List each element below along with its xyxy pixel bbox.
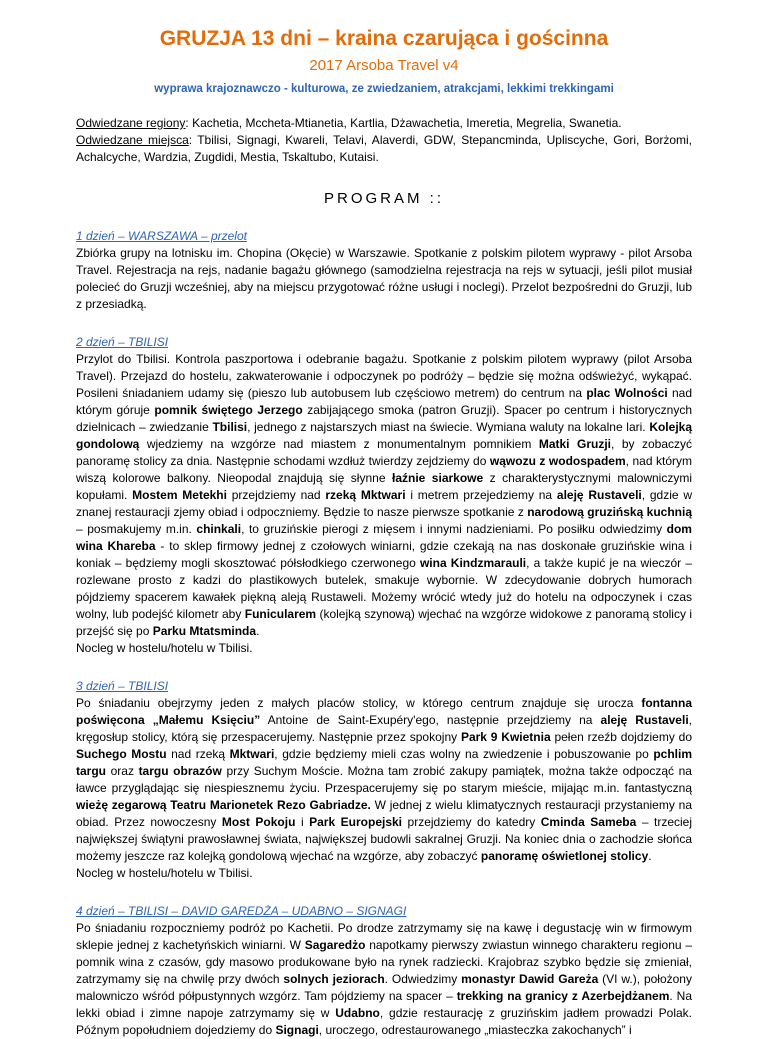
body-text: Zbiórka grupy na lotnisku im. Chopina (Okęcie) w Warszawie. Spotkanie z polskim pilotem wyprawy - pilot Arsoba Travel. Rejestracja na rejs, nadanie bagażu głównego (samodzielna rejestracja na rejs w sytuacji, jeśli pilot musiał polecieć do Gruzji wcześniej, aby na miejscu przygotować różne usługi i noclegi). Przelot bezpośredni do Gruzji, lub z przesiadką. bbox=[76, 246, 692, 311]
body-text: i bbox=[295, 815, 310, 829]
day-section bbox=[76, 678, 692, 882]
body-text: , kręgosłup stolicy, którą się przespacerujemy. Następnie przez spokojny bbox=[76, 713, 692, 744]
body-text: – posmakujemy m.in. bbox=[76, 522, 197, 536]
places-line bbox=[76, 132, 692, 166]
body-text: , jednego z najstarszych miast na świecie. Wymiana waluty na lokalne lari. bbox=[247, 420, 650, 434]
highlight-text: Park 9 Kwietnia bbox=[460, 730, 551, 744]
day-body bbox=[76, 920, 692, 1039]
body-text: nad rzeką bbox=[166, 747, 230, 761]
day-heading: 1 dzień – WARSZAWA – przelot bbox=[76, 229, 247, 243]
day-section bbox=[76, 334, 692, 657]
highlight-text: dom wina Khareba bbox=[76, 522, 692, 553]
body-text: Przylot do Tbilisi. Kontrola paszportowa i odebranie bagażu. Spotkanie z polskim pilotem wyprawy (pilot Arsoba Travel). Przejazd do hostelu, zakwaterowanie i odpoczynek po podróży – będzie się można odświeżyć, wykąpać. Posileni śniadaniem udamy się (pieszo lub autobusem lub częściowo metrem) do centrum na bbox=[76, 352, 692, 400]
highlight-text: wieżę zegarową Teatru Marionetek Rezo Gabriadze. bbox=[76, 798, 371, 812]
body-text: W jednej z wielu klimatycznych restauracji przystaniemy na obiad. Przez nowoczesny bbox=[76, 798, 692, 829]
highlight-text: panoramę oświetlonej stolicy bbox=[480, 849, 649, 863]
regions-line bbox=[76, 115, 692, 132]
highlight-text: wina Kindzmarauli bbox=[419, 556, 527, 570]
highlight-text: Funicularem bbox=[244, 607, 317, 621]
overnight-note: Nocleg w hostelu/hotelu w Tbilisi. bbox=[76, 641, 253, 655]
highlight-text: targu obrazów bbox=[138, 764, 222, 778]
highlight-text: Sagaredżo bbox=[304, 938, 366, 952]
body-text: przejdziemy nad bbox=[226, 488, 326, 502]
highlight-text: pchlim targu bbox=[76, 747, 692, 778]
highlight-text: aleję Rustaveli bbox=[556, 488, 642, 502]
highlight-text: solnych jeziorach bbox=[283, 972, 385, 986]
highlight-text: Parku Mtatsminda bbox=[152, 624, 257, 638]
body-text: – trzeciej największej świątyni prawosławnej świata, największej budowli sakralnej Gruzji. Na koniec dnia o zachodzie słońca możemy jeszcze raz kolejką gondolową wjechać na wzgórze, aby zobaczyć bbox=[76, 815, 693, 863]
day-body bbox=[76, 695, 692, 865]
highlight-text: łaźnie siarkowe bbox=[391, 471, 484, 485]
body-text: Po śniadaniu obejrzymy jeden z małych placów stolicy, w którego centrum znajduje się urocza bbox=[76, 696, 642, 710]
highlight-text: pomnik świętego Jerzego bbox=[154, 403, 303, 417]
places-text: : Tbilisi, Signagi, Kwareli, Telavi, Alaverdi, GDW, Stepancminda, Upliscyche, Gori, Borżomi, Achalcyche, Wardzia, Zugdidi, Mestia, Tskaltubo, Kutaisi. bbox=[76, 133, 693, 164]
body-text: , uroczego, odrestaurowanego „miasteczka zakochanych” i bbox=[318, 1023, 632, 1037]
body-text: przy Suchym Moście. Można tam zrobić zakupy pamiątek, można także odpocząć na ławce przyglądając się niespiesznemu życiu. Przespacerujemy się po starym mieście, mijając m.in. fantastyczną bbox=[76, 764, 692, 795]
highlight-text: Cminda Sameba bbox=[540, 815, 637, 829]
body-text: , to gruzińskie pierogi z mięsem i innymi nadzieniami. Po posiłku odwiedzimy bbox=[241, 522, 667, 536]
body-text: , by zobaczyć panoramę stolicy za dnia. Następnie schodami wzdłuż twierdzy zejdziemy do bbox=[76, 437, 692, 468]
day-heading: 4 dzień – TBILISI – DAVID GAREDŻA – UDABNO – SIGNAGI bbox=[76, 904, 407, 918]
document-title: GRUZJA 13 dni – kraina czarująca i gościnna bbox=[159, 27, 609, 50]
body-text: , gdzie będziemy mieli czas wolny na zwiedzenie i pobuszowanie po bbox=[274, 747, 654, 761]
regions-block bbox=[76, 115, 692, 166]
day-section bbox=[76, 228, 692, 313]
body-text: zabijającego smoka (patron Gruzji). Spacer po centrum i historycznych dzielnicach – zwiedzanie bbox=[76, 403, 692, 434]
highlight-text: Mostem Metekhi bbox=[132, 488, 227, 502]
body-text: , gdzie restaurację z gruzińskim jadłem prowadzi Polak. Późnym popołudniem dojedziemy do bbox=[76, 1006, 692, 1037]
highlight-text: narodową gruzińską kuchnią bbox=[527, 505, 692, 519]
places-label: Odwiedzane miejsca bbox=[76, 133, 189, 147]
body-text: . bbox=[256, 624, 260, 638]
day-body bbox=[76, 245, 692, 313]
highlight-text: Udabno bbox=[335, 1006, 380, 1020]
highlight-text: Kolejką gondolową bbox=[76, 420, 692, 451]
body-text: oraz bbox=[106, 764, 139, 778]
day-section bbox=[76, 903, 692, 1039]
body-text: , a także kupić je na wieczór – rozlewane prosto z kadzi do plastikowych butelek, smakuje wybornie. W zdecydowanie dobrych humorach pójdziemy spacerem kawałek piękną aleją Rustaweli. Możemy wrócić wtedy już do hotelu na odpoczynek i czas wolny, lub podejść kilometr aby bbox=[76, 556, 692, 621]
program-heading: PROGRAM :: bbox=[323, 190, 444, 207]
highlight-text: chinkali bbox=[196, 522, 242, 536]
regions-label: Odwiedzane regiony bbox=[76, 116, 186, 130]
body-text: napotkamy pierwszy zwiastun winnego charakteru regionu – pomnik wina z czasów, gdy masowo produkowane było na rynek radziecki. Krajobraz szybko będzie się zmieniał, zatrzymamy się na chwilę przy dwóch bbox=[76, 938, 692, 986]
body-text: (kolejką szynową) wjechać na wzgórze widokowe z panoramą stolicy i przejść się po bbox=[76, 607, 692, 638]
body-text: Antoine de Saint-Exupéry'ego, następnie przejdziemy na bbox=[260, 713, 601, 727]
body-text: (VI w.), położony malowniczo wśród półpustynnych wzgórz. Tam pójdziemy na spacer – bbox=[76, 972, 692, 1003]
regions-text: : Kachetia, Mccheta-Mtianetia, Kartlia, Dżawachetia, Imeretia, Megrelia, Swanetia. bbox=[185, 116, 622, 130]
body-text: . Odwiedzimy bbox=[384, 972, 462, 986]
document-tagline: wyprawa krajoznawczo - kulturowa, ze zwiedzaniem, atrakcjami, lekkimi trekkingami bbox=[154, 83, 614, 95]
body-text: , gdzie w znanej restauracji zjemy obiad i odpoczniemy. Będzie to nasze pierwsze spotkanie z bbox=[76, 488, 693, 519]
body-text: wjedziemy na wzgórze nad miastem z monumentalnym pomnikiem bbox=[139, 437, 539, 451]
document-subtitle: 2017 Arsoba Travel v4 bbox=[309, 57, 459, 74]
body-text: przejdziemy do katedry bbox=[402, 815, 541, 829]
highlight-text: rzeką Mktwari bbox=[325, 488, 406, 502]
overnight-note: Nocleg w hostelu/hotelu w Tbilisi. bbox=[76, 866, 253, 880]
highlight-text: aleję Rustaveli bbox=[600, 713, 689, 727]
highlight-text: monastyr Dawid Gareża bbox=[461, 972, 599, 986]
highlight-text: Park Europejski bbox=[309, 815, 403, 829]
highlight-text: Suchego Mostu bbox=[76, 747, 167, 761]
highlight-text: Most Pokoju bbox=[221, 815, 296, 829]
highlight-text: fontanna poświęcona „Małemu Księciu” bbox=[76, 696, 692, 727]
body-text: nad którym góruje bbox=[76, 386, 692, 417]
highlight-text: Tbilisi bbox=[212, 420, 248, 434]
body-text: - to sklep firmowy jednej z czołowych winiarni, gdzie czekają na nas doskonałe gruzińskie wina i koniak – będziemy mogli skosztować półsłodkiego czerwonego bbox=[76, 539, 692, 570]
body-text: , nad którym wiszą kolorowe balkony. Nieopodal znajdują się słynne bbox=[76, 454, 692, 485]
highlight-text: Mktwari bbox=[229, 747, 275, 761]
highlight-text: Signagi bbox=[275, 1023, 319, 1037]
body-text: pełen rzeźb dojdziemy do bbox=[550, 730, 692, 744]
day-list bbox=[76, 228, 692, 1039]
highlight-text: trekking na granicy z Azerbejdżanem bbox=[456, 989, 670, 1003]
highlight-text: wąwozu z wodospadem bbox=[489, 454, 626, 468]
body-text: Po śniadaniu rozpoczniemy podróż po Kachetii. Po drodze zatrzymamy się na kawę i degustację win w firmowym sklepie jednej z kachetyńskich winiarni. W bbox=[76, 921, 692, 952]
day-heading: 2 dzień – TBILISI bbox=[76, 335, 169, 349]
highlight-text: plac Wolności bbox=[586, 386, 668, 400]
body-text: z charakterystycznymi malowniczymi kopułami. bbox=[76, 471, 693, 502]
body-text: . Na lekki obiad i zimne napoje zatrzymamy się w bbox=[76, 989, 692, 1020]
highlight-text: Matki Gruzji bbox=[538, 437, 611, 451]
day-heading: 3 dzień – TBILISI bbox=[76, 679, 169, 693]
body-text: . bbox=[648, 849, 652, 863]
day-body bbox=[76, 351, 692, 640]
body-text: i metrem przejedziemy na bbox=[405, 488, 557, 502]
